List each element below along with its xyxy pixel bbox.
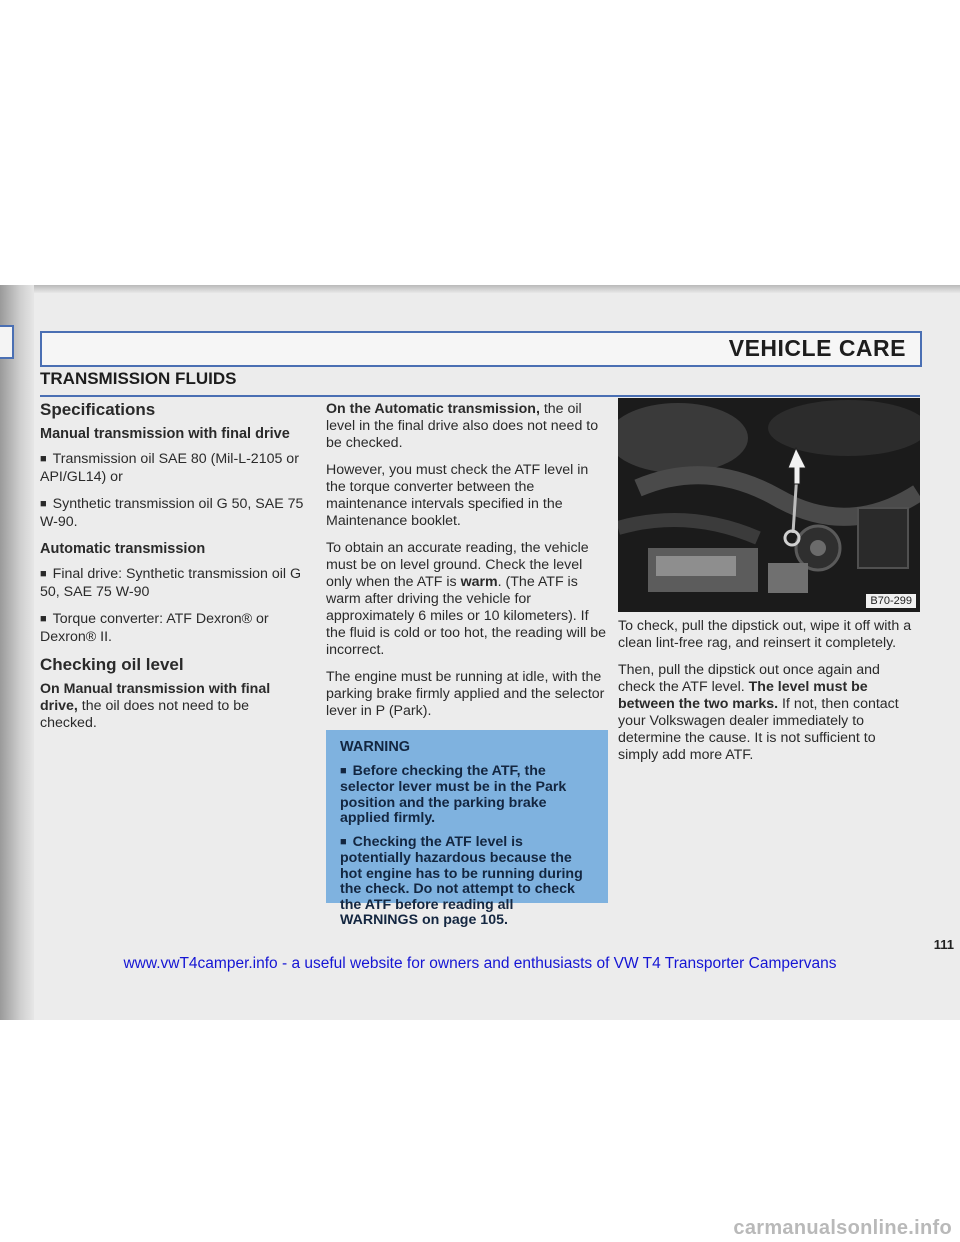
manual-spec-item: ■ Synthetic transmission oil G 50, SAE 75 W-90. bbox=[40, 496, 308, 531]
accurate-reading-paragraph bbox=[326, 540, 606, 659]
automatic-transmission-heading: Automatic transmission bbox=[40, 541, 206, 557]
scanned-page bbox=[0, 285, 960, 1020]
chapter-header bbox=[40, 331, 922, 367]
atf-level-paragraph bbox=[618, 662, 914, 764]
binding-shadow bbox=[0, 285, 34, 1020]
manual-transmission-heading: Manual transmission with final drive bbox=[40, 426, 290, 442]
warning-item: ■ Checking the ATF level is potentially hazardous because the hot engine has to be running during the check. Do not attempt to check the ATF before reading all WARNINGS on page 105. bbox=[340, 835, 594, 929]
column-1 bbox=[40, 401, 308, 742]
section-title: TRANSMISSION FLUIDS bbox=[40, 369, 237, 388]
automatic-lead: On the Automatic transmission, bbox=[326, 401, 540, 417]
warning-title: WARNING bbox=[340, 739, 411, 755]
checking-oil-paragraph bbox=[40, 681, 308, 732]
column-2 bbox=[326, 401, 606, 730]
reading-part-a: To obtain an accurate reading, the vehicle must be on level ground. Check the level only when the ATF is bbox=[326, 540, 589, 590]
page-top-blank bbox=[0, 0, 960, 285]
warning-box bbox=[326, 730, 608, 928]
watermark: carmanualsonline.info bbox=[733, 1217, 952, 1239]
atf-interval-paragraph: However, you must check the ATF level in the torque converter between the maintenance intervals specified in the Maintenance booklet. bbox=[326, 462, 589, 529]
automatic-spec-item: ■ Torque converter: ATF Dexron® or Dexron® II. bbox=[40, 611, 308, 646]
warning-item: ■ Before checking the ATF, the selector lever must be in the Park position and the parking brake applied firmly. bbox=[340, 764, 594, 827]
checking-rest: the oil does not need to be checked. bbox=[40, 698, 250, 731]
automatic-paragraph bbox=[326, 401, 606, 452]
dipstick-paragraph: To check, pull the dipstick out, wipe it off with a clean lint-free rag, and reinsert it completely. bbox=[618, 618, 912, 651]
scan-edge-shadow bbox=[0, 285, 960, 293]
level-part-b: If not, then contact your Volkswagen dealer immediately to determine the cause. It is not sufficient to simply add more ATF. bbox=[618, 696, 899, 763]
engine-idle-paragraph: The engine must be running at idle, with the parking brake firmly applied and the selector lever in P (Park). bbox=[326, 669, 605, 719]
level-part-a: Then, pull the dipstick out once again and check the ATF level. bbox=[618, 662, 880, 695]
section-side-tab bbox=[0, 325, 14, 359]
column-3 bbox=[618, 618, 914, 774]
page-number: 111 bbox=[933, 937, 954, 952]
level-marks: The level must be between the two marks. bbox=[618, 679, 868, 712]
specifications-heading: Specifications bbox=[40, 400, 156, 419]
website-footer-link[interactable]: www.vwT4camper.info - a useful website for owners and enthusiasts of VW T4 Transporter Campervans bbox=[123, 955, 837, 972]
checking-lead: On Manual transmission with final drive, bbox=[40, 681, 271, 714]
automatic-spec-item: ■ Final drive: Synthetic transmission oil G 50, SAE 75 W-90 bbox=[40, 566, 308, 601]
page-bottom-blank bbox=[0, 1020, 960, 1242]
reading-part-b: . (The ATF is warm after driving the vehicle for approximately 6 miles or 10 kilometers). If the fluid is cold or too hot, the reading will be incorrect. bbox=[326, 574, 606, 658]
engine-compartment-illustration bbox=[618, 398, 920, 612]
figure-code: B70-299 bbox=[866, 594, 916, 608]
automatic-rest: the oil level in the final drive also does not need to be checked. bbox=[326, 401, 599, 451]
chapter-title: VEHICLE CARE bbox=[728, 335, 906, 361]
manual-spec-item: ■ Transmission oil SAE 80 (Mil-L-2105 or API/GL14) or bbox=[40, 451, 308, 486]
engine-photo bbox=[618, 398, 920, 612]
checking-oil-heading: Checking oil level bbox=[40, 655, 184, 674]
section-rule bbox=[40, 395, 920, 397]
reading-warm: warm bbox=[460, 574, 498, 590]
